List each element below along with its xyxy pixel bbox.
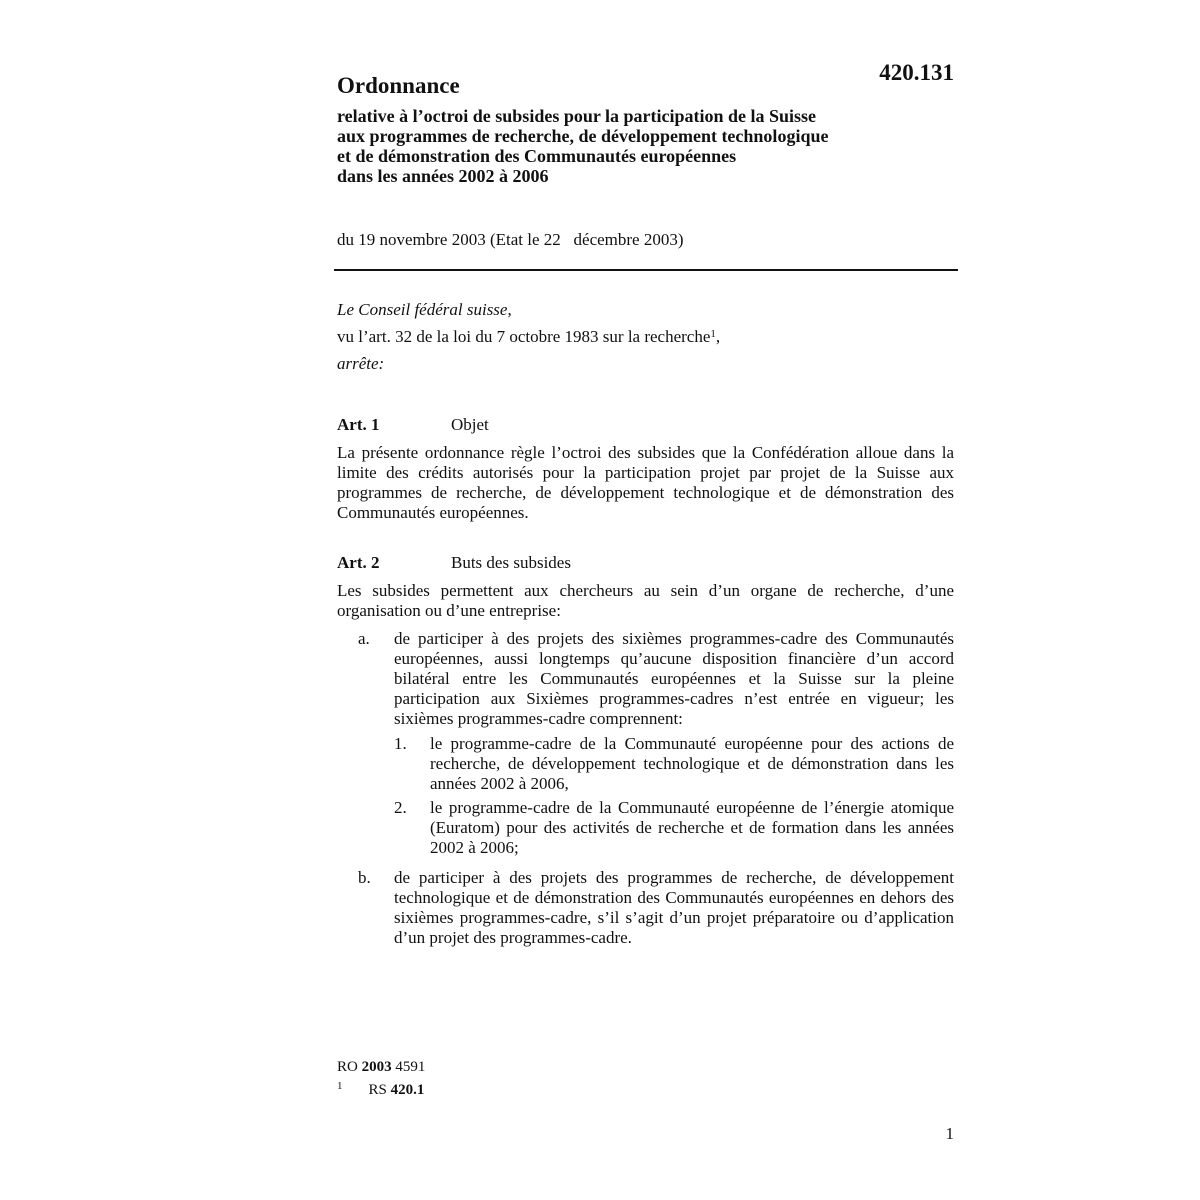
ro-year: 2003 — [361, 1059, 392, 1075]
preamble-basis-end: , — [715, 327, 721, 346]
ro-reference — [337, 1059, 425, 1076]
article-1-text: La présente ordonnance règle l’octroi des subsides que la Confédération alloue dans la limite des crédits autorisés pour la participation projet par projet de la Suisse aux programmes de recherche, de développement technologique et de démonstration des Communautés européennes. — [337, 443, 954, 522]
preamble-basis — [337, 327, 720, 347]
preamble-authority: Le Conseil fédéral suisse, — [337, 300, 512, 319]
ro-prefix: RO — [337, 1059, 362, 1075]
article-2-intro: Les subsides permettent aux chercheurs au sein d’un organe de recherche, d’une organisation ou d’une entreprise: — [337, 581, 954, 620]
list-item-text: le programme-cadre de la Communauté européenne pour des actions de recherche, de développement technologique et de démonstration dans les années 2002 à 2006, — [430, 734, 954, 793]
document-date: du 19 novembre 2003 (Etat le 22 décembre 2003) — [337, 230, 684, 249]
article-1-heading — [337, 415, 957, 435]
page-number: 1 — [945, 1124, 954, 1143]
header-divider — [334, 269, 958, 271]
subtitle-line: dans les années 2002 à 2006 — [337, 166, 549, 186]
document-number: 420.131 — [879, 60, 954, 85]
subtitle-line: relative à l’octroi de subsides pour la participation de la Suisse — [337, 106, 817, 126]
footnote-marker: 1 — [337, 1080, 343, 1092]
preamble-decree: arrête: — [337, 354, 385, 373]
footnote-prefix: RS — [368, 1082, 391, 1098]
list-item-label: 2. — [394, 798, 407, 817]
list-item-text: de participer à des projets des sixièmes programmes-cadre des Communautés européennes, aussi longtemps qu’aucune disposition financière d’un accord bilatéral entre les Communautés européennes et la Suisse sur la pleine participation aux Sixièmes programmes-cadres n’est entrée en vigueur; les sixièmes programmes-cadre comprennent: — [394, 629, 954, 728]
article-number: Art. 2 — [337, 553, 380, 572]
subtitle-line: et de démonstration des Communautés européennes — [337, 146, 737, 166]
document-subtitle — [337, 106, 957, 186]
article-title: Objet — [451, 415, 489, 434]
footnote-1 — [337, 1080, 424, 1099]
ro-page: 4591 — [391, 1059, 426, 1075]
preamble-basis-text: vu l’art. 32 de la loi du 7 octobre 1983 sur la recherche — [337, 327, 711, 346]
list-item-label: 1. — [394, 734, 407, 753]
article-number: Art. 1 — [337, 415, 380, 434]
list-item-label: b. — [358, 868, 371, 887]
footnote-reference[interactable]: 1 — [710, 328, 716, 340]
article-2-heading — [337, 553, 957, 573]
list-item-label: a. — [358, 629, 370, 648]
subtitle-line: aux programmes de recherche, de développement technologique — [337, 126, 829, 146]
article-title: Buts des subsides — [451, 553, 571, 572]
footnote-ref: 420.1 — [390, 1082, 425, 1098]
list-item-text: le programme-cadre de la Communauté européenne de l’énergie atomique (Euratom) pour des activités de recherche et de formation dans les années 2002 à 2006; — [430, 798, 954, 857]
document-title: Ordonnance — [337, 73, 460, 98]
list-item-text: de participer à des projets des programmes de recherche, de développement technologique et de démonstration des Communautés européennes en dehors des sixièmes programmes-cadre, s’il s’agit d’un projet préparatoire ou d’application d’un projet des programmes-cadre. — [394, 868, 954, 947]
